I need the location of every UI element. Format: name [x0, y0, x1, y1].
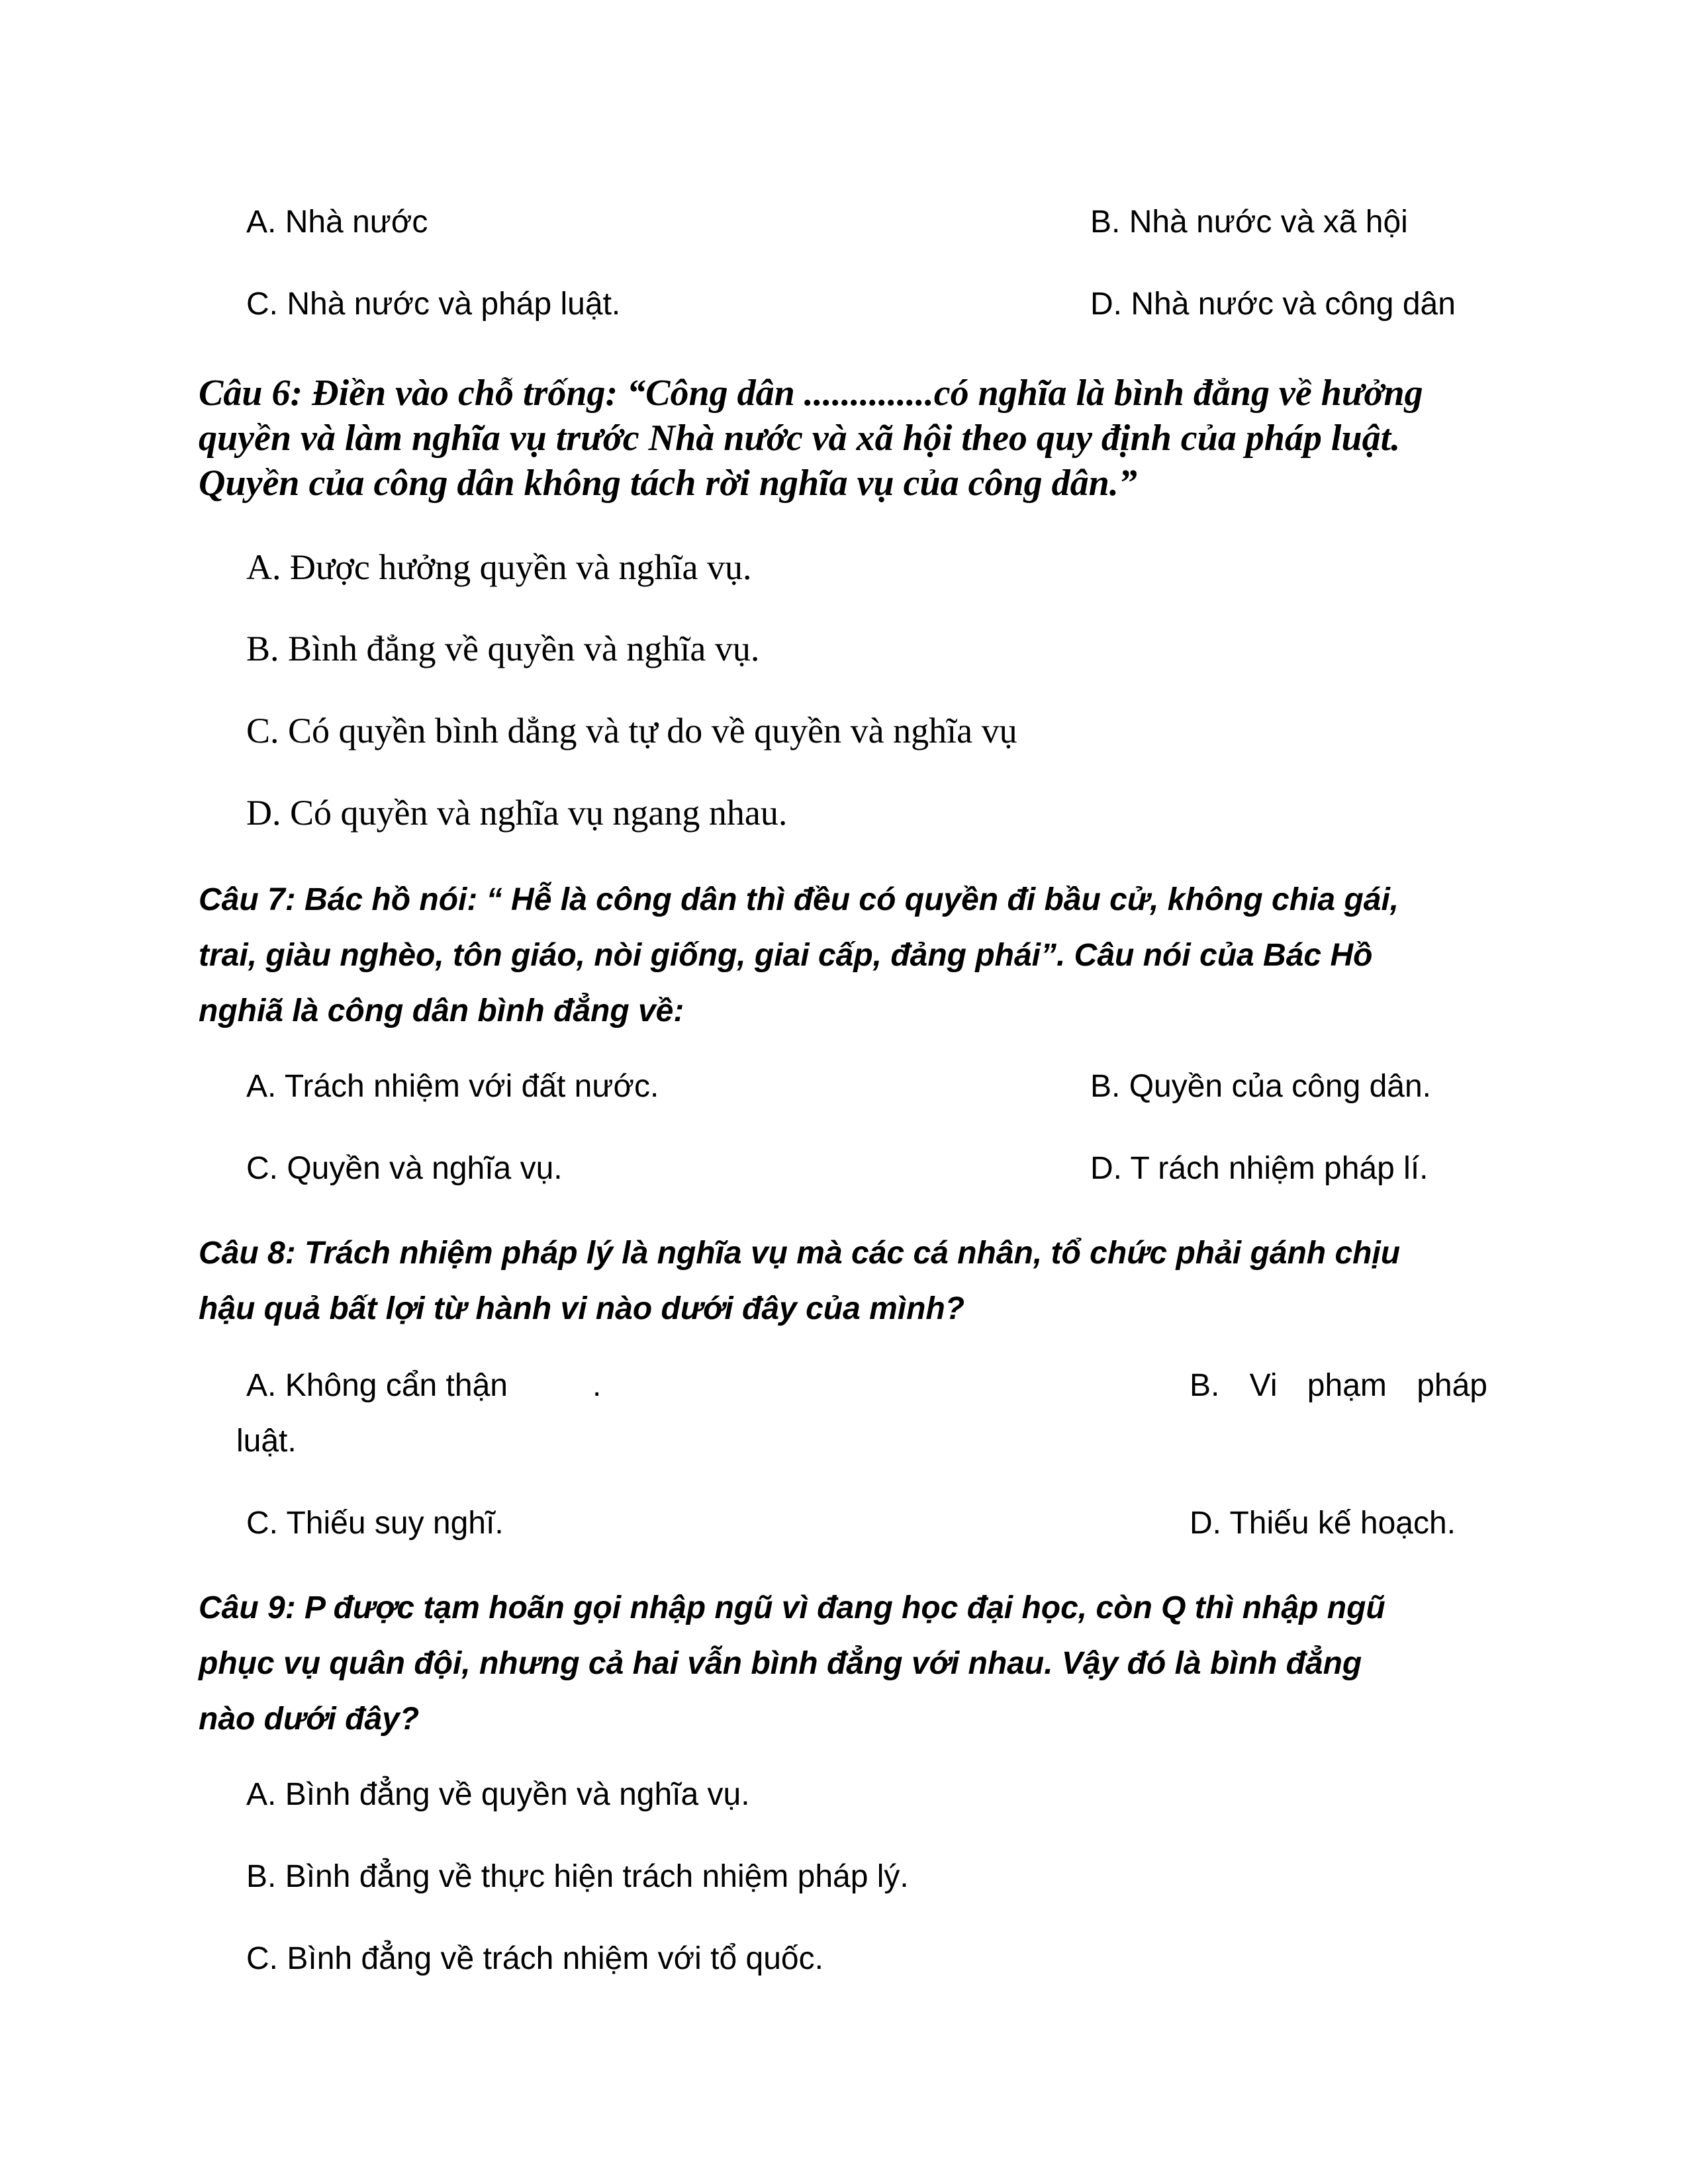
question-6	[199, 371, 1489, 506]
q6-option-d: D. Có quyền và nghĩa vụ ngang nhau.	[246, 793, 788, 833]
q8-option-b-word-4: pháp	[1417, 1368, 1487, 1403]
q7-option-b: B. Quyền của công dân.	[1090, 1069, 1432, 1104]
q6-option-b: B. Bình đẳng về quyền và nghĩa vụ.	[246, 629, 760, 668]
q9-option-c: C. Bình đẳng về trách nhiệm với tổ quốc.	[246, 1941, 823, 1976]
q7-option-c: C. Quyền và nghĩa vụ.	[246, 1151, 563, 1186]
question-7-line-3: nghiã là công dân bình đẳng về:	[199, 993, 684, 1028]
question-8-line-2: hậu quả bất lợi từ hành vi nào dưới đây của mình?	[199, 1291, 965, 1326]
q5-option-d: D. Nhà nước và công dân	[1090, 287, 1456, 322]
q8-option-a-dot: .	[592, 1368, 602, 1403]
q8-option-b-word-1: B.	[1190, 1368, 1220, 1403]
question-8	[199, 1226, 1489, 1337]
q8-option-c: C. Thiếu suy nghĩ.	[246, 1506, 504, 1541]
q9-option-a: A. Bình đẳng về quyền và nghĩa vụ.	[246, 1777, 750, 1812]
question-9-line-1: Câu 9: P được tạm hoãn gọi nhập ngũ vì đang học đại học, còn Q thì nhập ngũ	[199, 1590, 1385, 1625]
question-9-line-3: nào dưới đây?	[199, 1702, 420, 1737]
q9-option-b: B. Bình đẳng về thực hiện trách nhiệm pháp lý.	[246, 1859, 909, 1894]
q8-option-b-continuation: luật.	[236, 1424, 297, 1459]
q5-option-b: B. Nhà nước và xã hội	[1090, 205, 1408, 240]
question-8-line-1: Câu 8: Trách nhiệm pháp lý là nghĩa vụ mà các cá nhân, tổ chức phải gánh chịu	[199, 1236, 1401, 1271]
q8-option-a: A. Không cẩn thận	[246, 1368, 508, 1403]
q8-option-b-word-2: Vi	[1249, 1368, 1278, 1403]
question-9	[199, 1580, 1489, 1747]
q7-option-a: A. Trách nhiệm với đất nước.	[246, 1069, 659, 1104]
question-6-line-1: Câu 6: Điền vào chỗ trống: “Công dân ..............có nghĩa là bình đẳng về hưởng	[199, 373, 1423, 414]
q8-option-d: D. Thiếu kế hoạch.	[1190, 1506, 1456, 1541]
question-6-line-3: Quyền của công dân không tách rời nghĩa vụ của công dân.”	[199, 463, 1137, 504]
question-7	[199, 872, 1489, 1039]
q7-option-d: D. T rách nhiệm pháp lí.	[1090, 1151, 1429, 1186]
q5-option-a: A. Nhà nước	[246, 205, 428, 240]
question-7-line-2: trai, giàu nghèo, tôn giáo, nòi giống, giai cấp, đảng phái”. Câu nói của Bác Hồ	[199, 938, 1373, 973]
question-6-line-2: quyền và làm nghĩa vụ trước Nhà nước và xã hội theo quy định của pháp luật.	[199, 418, 1401, 459]
question-7-line-1: Câu 7: Bác hồ nói: “ Hễ là công dân thì đều có quyền đi bầu cử, không chia gái,	[199, 882, 1399, 917]
q8-option-b-word-3: phạm	[1307, 1368, 1387, 1403]
q6-option-a: A. Được hưởng quyền và nghĩa vụ.	[246, 547, 752, 587]
q8-option-b	[1190, 1370, 1487, 1402]
q6-option-c: C. Có quyền bình dẳng và tự do về quyền và nghĩa vụ	[246, 711, 1017, 751]
question-9-line-2: phục vụ quân đội, nhưng cả hai vẫn bình đẳng với nhau. Vậy đó là bình đẳng	[199, 1646, 1362, 1681]
q5-option-c: C. Nhà nước và pháp luật.	[246, 287, 621, 322]
